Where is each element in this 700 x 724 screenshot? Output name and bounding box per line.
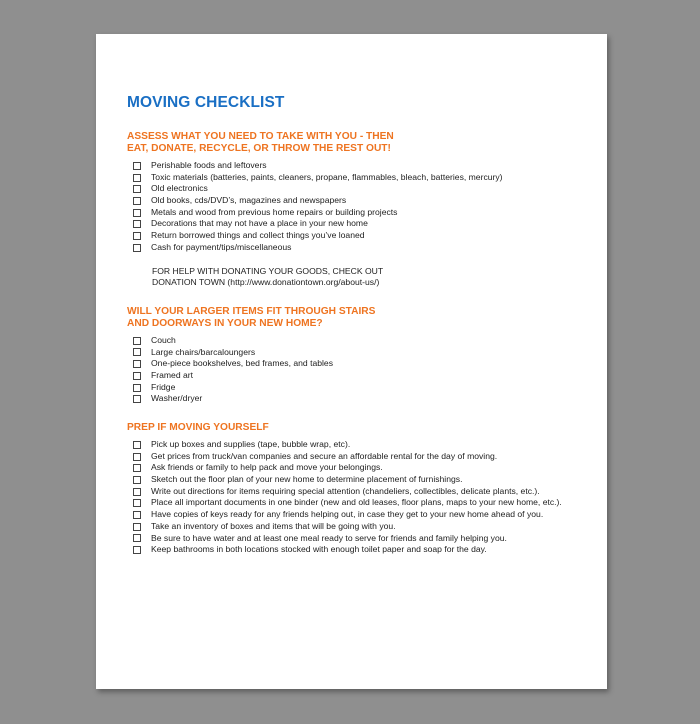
checklist-item [133,474,607,486]
checklist [133,439,607,556]
checkbox[interactable] [133,220,141,228]
checklist-item [133,533,607,545]
checkbox[interactable] [133,384,141,392]
item-label: Framed art [151,369,194,380]
checkbox[interactable] [133,232,141,240]
item-label: One-piece bookshelves, bed frames, and tables [151,358,334,369]
checklist-item [133,451,607,463]
checkbox[interactable] [133,174,141,182]
checklist-item [133,497,607,509]
item-label: Keep bathrooms in both locations stocked with enough toilet paper and soap for the day. [151,544,487,555]
item-label: Place all important documents in one binder (new and old leases, floor plans, maps to your new home, etc.). [151,497,562,508]
checkbox[interactable] [133,372,141,380]
item-label: Old books, cds/DVD’s, magazines and newspapers [151,195,347,206]
checklist-item [133,544,607,556]
checkbox[interactable] [133,546,141,554]
section-heading [127,306,607,330]
item-label: Fridge [151,381,176,392]
checkbox[interactable] [133,348,141,356]
checklist-item [133,462,607,474]
checkbox[interactable] [133,441,141,449]
note-line: DONATION TOWN (http://www.donationtown.org/about-us/) [152,277,380,288]
checklist-item [133,172,607,184]
section-heading [127,422,607,434]
checklist [133,335,607,405]
checklist-item [133,160,607,172]
checklist-item [133,358,607,370]
checklist-item [133,335,607,347]
heading-line: WILL YOUR LARGER ITEMS FIT THROUGH STAIRS [127,305,376,317]
heading-line: AND DOORWAYS IN YOUR NEW HOME? [127,317,323,329]
section-heading [127,131,607,155]
checkbox[interactable] [133,162,141,170]
item-label: Write out directions for items requiring special attention (chandeliers, collectibles, delicate plants, etc.). [151,485,540,496]
heading-line: PREP IF MOVING YOURSELF [127,422,269,434]
document-page [96,34,607,689]
checkbox[interactable] [133,464,141,472]
checkbox[interactable] [133,534,141,542]
heading-line: ASSESS WHAT YOU NEED TO TAKE WITH YOU - THEN [127,131,394,142]
checkbox[interactable] [133,244,141,252]
checkbox[interactable] [133,523,141,531]
checkbox[interactable] [133,337,141,345]
item-label: Sketch out the floor plan of your new home to determine placement of furnishings. [151,474,463,485]
checklist-item [133,218,607,230]
item-label: Return borrowed things and collect things you’ve loaned [151,230,365,241]
item-label: Couch [151,334,176,345]
section-prep-moving-yourself [127,422,607,556]
item-label: Have copies of keys ready for any friends helping out, in case they get to your new home ahead of you. [151,509,544,520]
item-label: Be sure to have water and at least one meal ready to serve for friends and family helping you. [151,532,507,543]
checklist-item [133,370,607,382]
section-larger-items [127,306,607,405]
checklist-item [133,207,607,219]
item-label: Old electronics [151,183,208,194]
checklist-item [133,183,607,195]
item-label: Toxic materials (batteries, paints, cleaners, propane, flammables, bleach, batteries, mercury) [151,171,503,182]
item-label: Cash for payment/tips/miscellaneous [151,241,292,252]
checklist-item [133,347,607,359]
checklist-item [133,242,607,254]
checklist-item [133,486,607,498]
item-label: Pick up boxes and supplies (tape, bubble wrap, etc). [151,439,351,450]
item-label: Take an inventory of boxes and items that will be going with you. [151,520,396,531]
item-label: Get prices from truck/van companies and secure an affordable rental for the day of moving. [151,450,498,461]
donation-help-note [152,266,607,289]
checklist-item [133,521,607,533]
checklist [133,160,607,254]
checkbox[interactable] [133,476,141,484]
checkbox[interactable] [133,395,141,403]
heading-line: EAT, DONATE, RECYCLE, OR THROW THE REST OUT! [127,143,391,154]
checklist-item [133,393,607,405]
checklist-item [133,509,607,521]
checkbox[interactable] [133,499,141,507]
item-label: Ask friends or family to help pack and move your belongings. [151,462,383,473]
page-title: MOVING CHECKLIST [127,94,285,111]
item-label: Decorations that may not have a place in your new home [151,218,368,229]
checklist-item [133,230,607,242]
checkbox[interactable] [133,197,141,205]
checkbox[interactable] [133,488,141,496]
section-assess [127,131,607,289]
checklist-item [133,439,607,451]
note-line: FOR HELP WITH DONATING YOUR GOODS, CHECK OUT [152,265,384,276]
item-label: Metals and wood from previous home repairs or building projects [151,206,398,217]
checkbox[interactable] [133,360,141,368]
checklist-item [133,382,607,394]
item-label: Washer/dryer [151,393,203,404]
item-label: Perishable foods and leftovers [151,160,267,170]
checkbox[interactable] [133,209,141,217]
checkbox[interactable] [133,185,141,193]
item-label: Large chairs/barcaloungers [151,346,256,357]
checkbox[interactable] [133,511,141,519]
checkbox[interactable] [133,453,141,461]
checklist-item [133,195,607,207]
